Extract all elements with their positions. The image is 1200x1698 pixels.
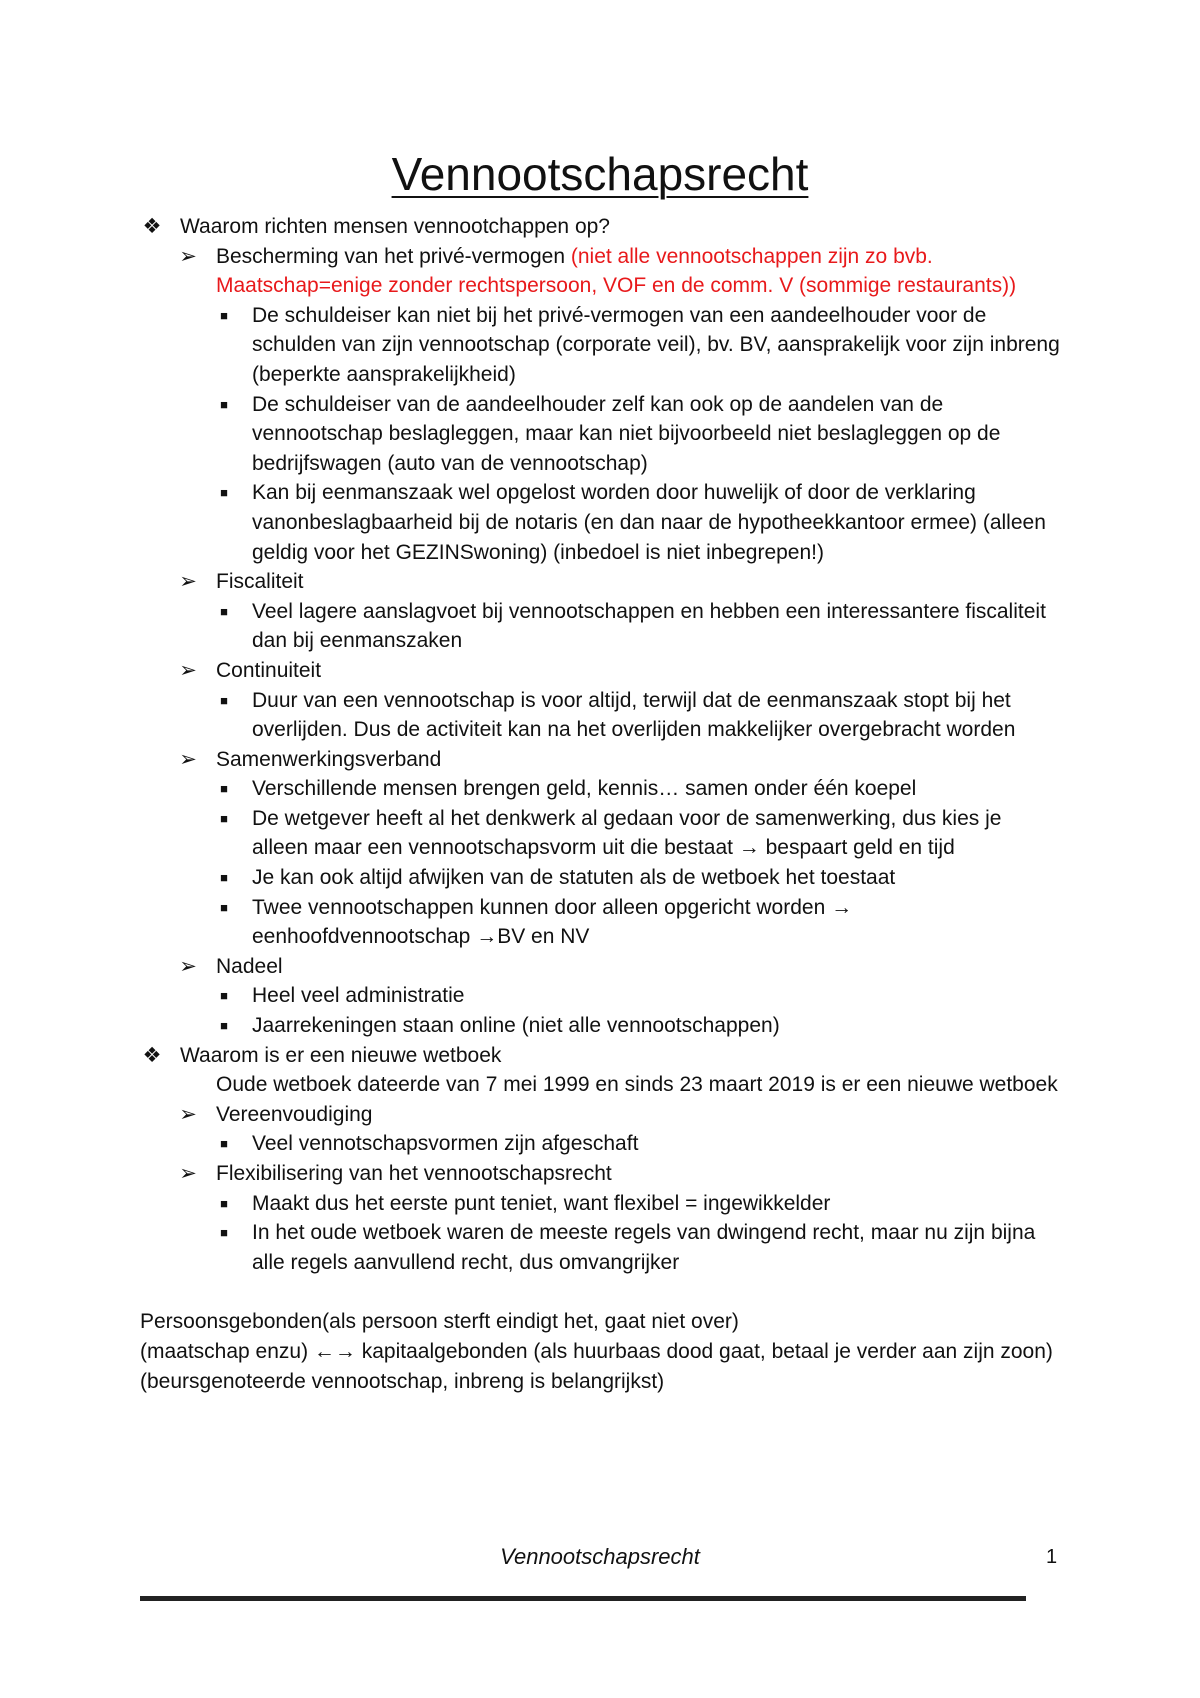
- sub-list-item-text: Veel lagere aanslagvoet bij vennootschappen en hebben een interessantere fiscaliteit dan bij eenmanszaken: [252, 599, 1046, 653]
- section-heading-text: Waarom is er een nieuwe wetboek: [180, 1043, 502, 1067]
- sub-list-item: [140, 390, 1060, 479]
- sub-list-item-text: In het oude wetboek waren de meeste regels van dwingend recht, maar nu zijn bijna alle regels aanvullend recht, dus omvangrijker: [252, 1221, 1036, 1274]
- square-bullet-icon: ■: [220, 307, 228, 323]
- section-intro-text: Oude wetboek dateerde van 7 mei 1999 en sinds 23 maart 2019 is er een nieuwe wetboek: [216, 1073, 1058, 1097]
- closing-line: Persoonsgebonden(als persoon sterft eindigt het, gaat niet over): [140, 1310, 739, 1334]
- section-heading: [140, 212, 1060, 242]
- square-bullet-icon: ■: [220, 1195, 228, 1211]
- closing-paragraph: [140, 1307, 1060, 1396]
- sub-list-item: [140, 863, 1060, 893]
- sub-list-item-text: Jaarrekeningen staan online (niet alle vennootschappen): [252, 1014, 780, 1038]
- sub-list-item-text: Twee vennootschappen kunnen door alleen opgericht worden → eenhoofdvennootschap →BV en NV: [252, 895, 853, 949]
- sub-list-item-text: Verschillende mensen brengen geld, kennis… samen onder één koepel: [252, 777, 917, 801]
- list-item: [140, 1159, 1060, 1189]
- list-item: [140, 656, 1060, 686]
- arrow-bullet-icon: ➢: [179, 954, 197, 978]
- sub-list-item: [140, 774, 1060, 804]
- sub-list-item-text: De wetgever heeft al het denkwerk al gedaan voor de samenwerking, dus kies je alleen maar een vennootschapsvorm uit die bestaat → bespaart geld en tijd: [252, 806, 1002, 860]
- list-item: [140, 567, 1060, 597]
- square-bullet-icon: ■: [220, 781, 228, 797]
- sub-list-item: [140, 893, 1060, 952]
- square-bullet-icon: ■: [220, 692, 228, 708]
- list-item-text: Nadeel: [216, 954, 283, 978]
- square-bullet-icon: ■: [220, 899, 228, 915]
- closing-line: (maatschap enzu) ←→ kapitaalgebonden (als huurbaas dood gaat, betaal je verder aan zijn zoon) (beursgenoteerde vennootschap, inbreng is belangrijkst): [140, 1339, 1053, 1393]
- sub-list-item-text: Heel veel administratie: [252, 984, 465, 1008]
- arrow-bullet-icon: ➢: [179, 244, 197, 268]
- sub-list-item-text: Duur van een vennootschap is voor altijd, terwijl dat de eenmanszaak stopt bij het overlijden. Dus de activiteit kan na het overlijden makkelijker overgebracht worden: [252, 688, 1016, 742]
- arrow-bullet-icon: ➢: [179, 570, 197, 594]
- diamond-bullet-icon: ❖: [142, 215, 162, 238]
- list-item: [140, 1100, 1060, 1130]
- sub-list-item: [140, 1129, 1060, 1159]
- list-item-text: Bescherming van het privé-vermogen: [216, 244, 566, 268]
- section-heading: [140, 1041, 1060, 1071]
- list-item-text: Flexibilisering van het vennootschapsrecht: [216, 1162, 612, 1185]
- sub-list-item-text: Maakt dus het eerste punt teniet, want flexibel = ingewikkelder: [252, 1191, 831, 1215]
- sub-list-item: [140, 478, 1060, 567]
- square-bullet-icon: ■: [220, 603, 228, 619]
- square-bullet-icon: ■: [220, 485, 228, 501]
- list-item-text: Continuiteit: [216, 658, 322, 682]
- sub-list-item-text: Kan bij eenmanszaak wel opgelost worden door huwelijk of door de verklaring vanonbeslagbaarheid bij de notaris (en dan naar de hypotheekkantoor ermee) (alleen geldig voor het GEZINSwoning) (inbedoel is niet inbegrepen!): [252, 481, 1046, 564]
- list-item: [140, 242, 1060, 301]
- sub-list-item: [140, 1218, 1060, 1277]
- square-bullet-icon: ■: [220, 396, 228, 412]
- square-bullet-icon: ■: [220, 1018, 228, 1034]
- square-bullet-icon: ■: [220, 870, 228, 886]
- section-intro: [140, 1070, 1060, 1100]
- document-body: [140, 212, 1060, 1396]
- footer-title: Vennootschapsrecht: [500, 1544, 700, 1569]
- square-bullet-icon: ■: [220, 988, 228, 1004]
- square-bullet-icon: ■: [220, 810, 228, 826]
- sub-list-item: [140, 804, 1060, 863]
- sub-list-item-text: De schuldeiser kan niet bij het privé-vermogen van een aandeelhouder voor de schulden van zijn vennootschap (corporate veil), bv. BV, aansprakelijk voor zijn inbreng (beperkte aansprakelijkheid): [252, 303, 1060, 386]
- sub-list-item: [140, 1189, 1060, 1219]
- sub-list-item: [140, 686, 1060, 745]
- sub-list-item: [140, 981, 1060, 1011]
- sub-list-item-text: De schuldeiser van de aandeelhouder zelf kan ook op de aandelen van de vennootschap beslagleggen, maar kan niet bijvoorbeeld niet beslagleggen op de bedrijfswagen (auto van de vennootschap): [252, 392, 1001, 475]
- sub-list-item: [140, 597, 1060, 656]
- square-bullet-icon: ■: [220, 1136, 228, 1152]
- sub-list-item: [140, 1011, 1060, 1041]
- arrow-bullet-icon: ➢: [179, 658, 197, 682]
- sub-list-item-text: Je kan ook altijd afwijken van de statuten als de wetboek het toestaat: [252, 866, 896, 890]
- page-number: 1: [1046, 1546, 1058, 1568]
- list-item: [140, 952, 1060, 982]
- page-title: Vennootschapsrecht: [391, 148, 809, 200]
- paragraph-gap: [140, 1277, 1060, 1307]
- arrow-bullet-icon: ➢: [179, 747, 197, 771]
- list-item: [140, 745, 1060, 775]
- sub-list-item-text: Veel vennotschapsvormen zijn afgeschaft: [252, 1132, 639, 1156]
- section-heading-text: Waarom richten mensen vennootchappen op?: [180, 215, 610, 238]
- list-item-text: Samenwerkingsverband: [216, 747, 442, 771]
- square-bullet-icon: ■: [220, 1225, 228, 1241]
- list-item-text: Fiscaliteit: [216, 570, 304, 594]
- footer-divider: [140, 1596, 1026, 1601]
- diamond-bullet-icon: ❖: [142, 1043, 162, 1067]
- red-note: (niet alle vennootschappen zijn zo bvb. Maatschap=enige zonder rechtspersoon, VOF en de comm. V (sommige restaurants)): [216, 244, 1017, 298]
- arrow-bullet-icon: ➢: [179, 1102, 197, 1126]
- sub-list-item: [140, 301, 1060, 390]
- arrow-bullet-icon: ➢: [179, 1162, 197, 1185]
- list-item-text: Vereenvoudiging: [216, 1102, 373, 1126]
